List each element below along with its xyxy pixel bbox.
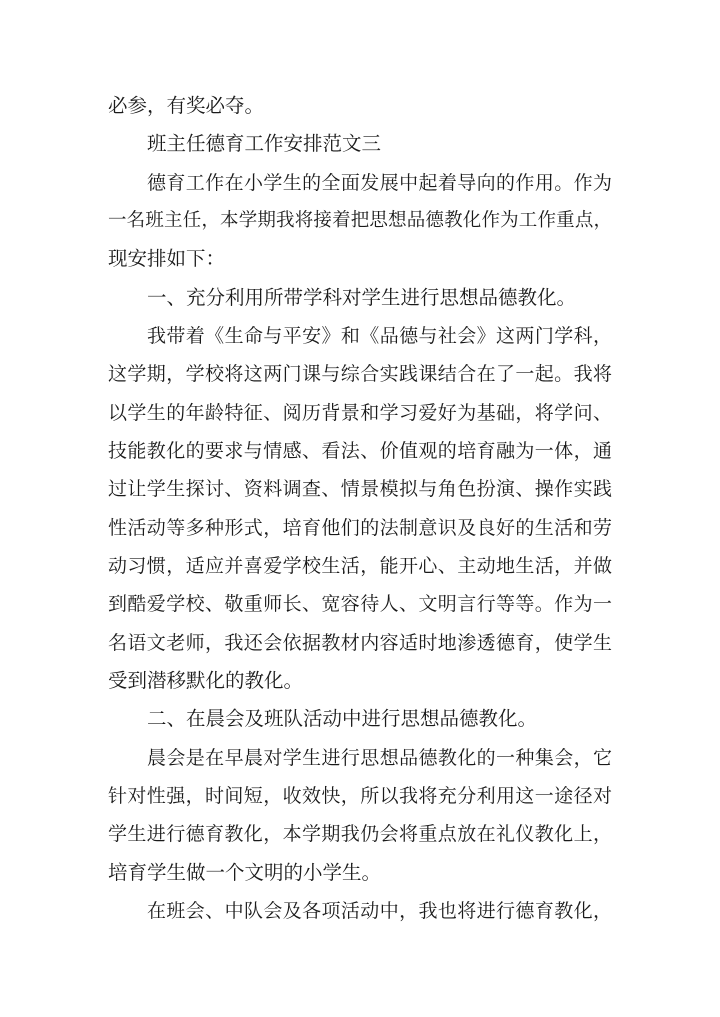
text-line: 一名班主任，本学期我将接着把思想品德教化作为工作重点， [108, 210, 612, 231]
text-line: 动习惯，适应并喜爱学校生活，能开心、主动地生活，并做 [108, 555, 612, 577]
text-line: 以学生的年龄特征、阅历背景和学习爱好为基础，将学问、 [108, 402, 612, 424]
text-line: 这学期，学校将这两门课与综合实践课结合在了一起。我将 [108, 363, 612, 385]
text-line: 培育学生做一个文明的小学生。 [108, 861, 382, 884]
text-line: 受到潜移默化的教化。 [108, 669, 304, 692]
text-line: 过让学生探讨、资料调查、情景模拟与角色扮演、操作实践 [108, 478, 612, 500]
text-line: 针对性强，时间短，收效快，所以我将充分利用这一途径对 [108, 785, 612, 807]
text-line: 在班会、中队会及各项活动中，我也将进行德育教化， [147, 900, 612, 922]
subheading: 二、在晨会及班队活动中进行思想品德教化。 [147, 707, 538, 730]
text-line: 名语文老师，我还会依据教材内容适时地渗透德育，使学生 [108, 632, 612, 654]
subheading: 一、充分利用所带学科对学生进行思想品德教化。 [147, 286, 577, 309]
text-line: 必参，有奖必夺。 [108, 94, 265, 117]
section-title: 班主任德育工作安排范文三 [147, 132, 382, 155]
text-line: 学生进行德育教化，本学期我仍会将重点放在礼仪教化上， [108, 823, 612, 845]
text-line: 性活动等多种形式，培育他们的法制意识及良好的生活和劳 [108, 517, 612, 539]
text-line: 我带着《生命与平安》和《品德与社会》这两门学科， [147, 325, 612, 347]
text-line: 现安排如下： [108, 247, 226, 270]
text-line: 德育工作在小学生的全面发展中起着导向的作用。作为 [147, 172, 612, 194]
text-line: 技能教化的要求与情感、看法、价值观的培育融为一体，通 [108, 440, 612, 462]
text-line: 到酷爱学校、敬重师长、宽容待人、文明言行等等。作为一 [108, 593, 612, 615]
text-line: 晨会是在早晨对学生进行思想品德教化的一种集会，它 [147, 747, 612, 769]
